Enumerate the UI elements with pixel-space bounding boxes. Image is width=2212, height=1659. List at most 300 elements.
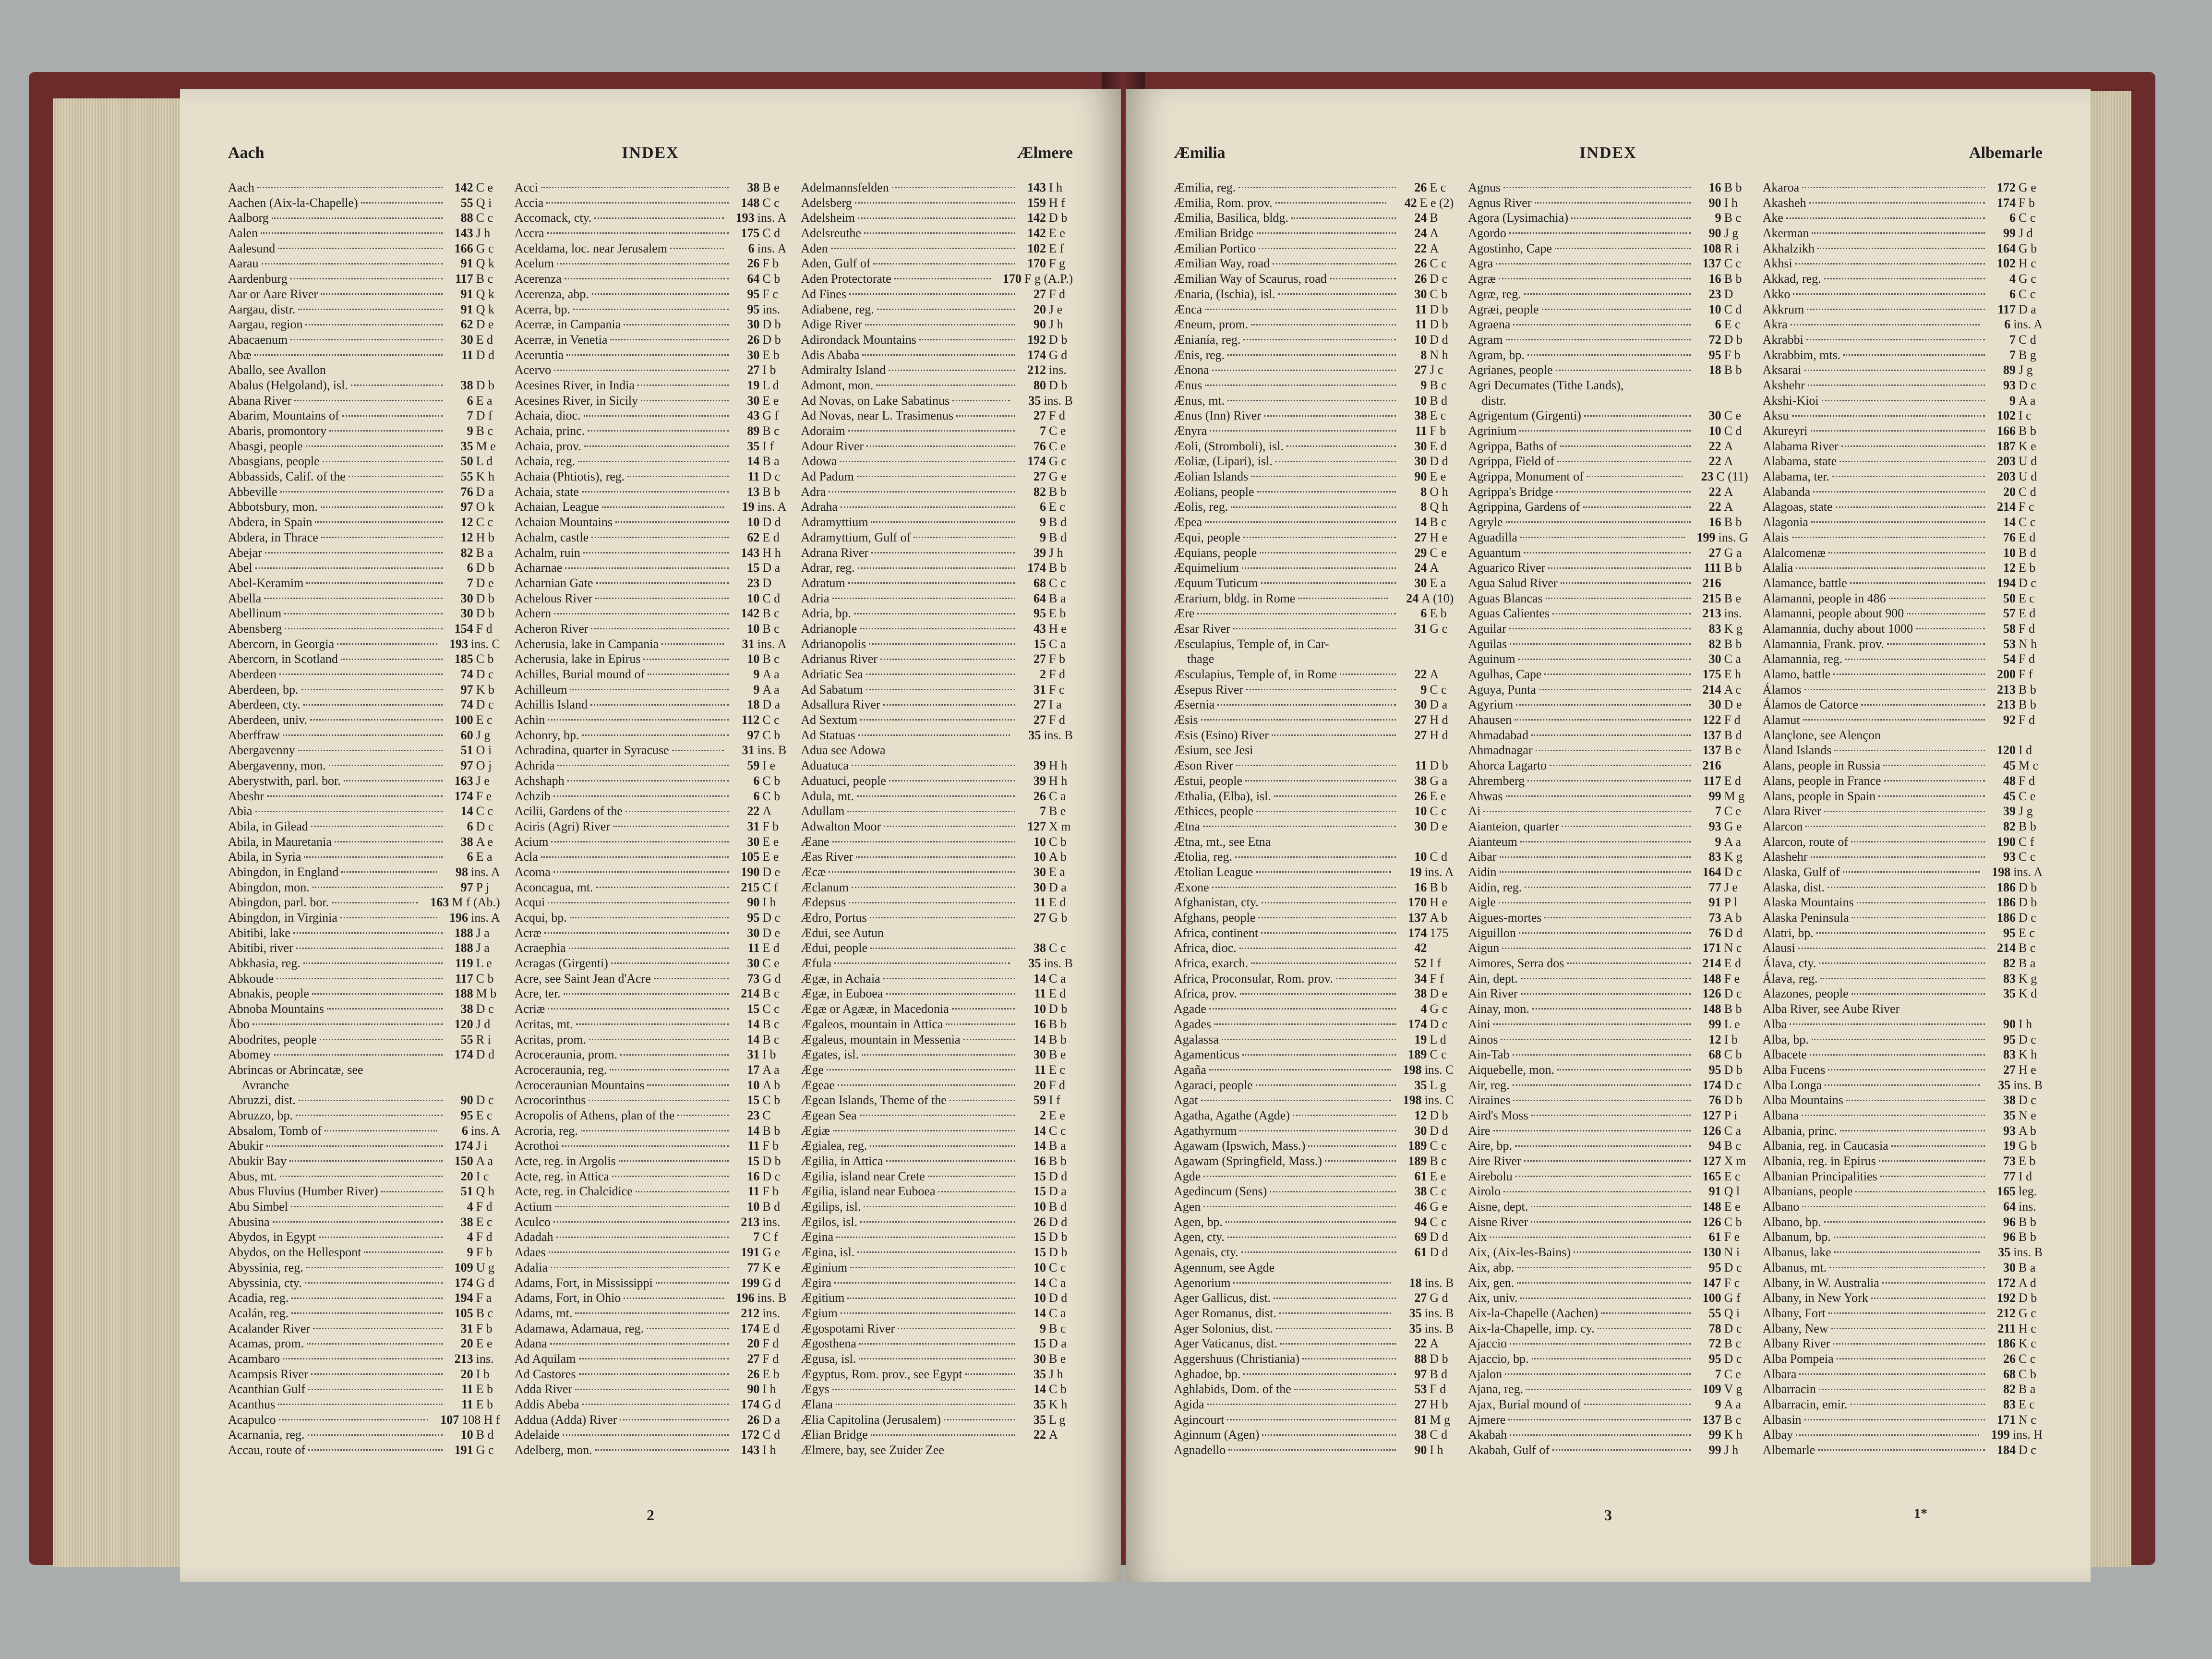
entry-map-page: 10 (1034, 1002, 1046, 1016)
index-entry (515, 408, 787, 423)
entry-grid-reference: E e (1430, 1169, 1446, 1183)
entry-grid-reference: A (1724, 439, 1733, 453)
entry-place-name: Albara (1762, 1367, 1797, 1381)
leader-dots (1510, 643, 1690, 645)
entry-place-name: Alba Mountains (1762, 1093, 1843, 1107)
index-entry (1763, 287, 2043, 302)
index-entry (801, 880, 1073, 895)
entry-map-page: 35 (1028, 393, 1041, 408)
entry-place-name: Adula, mt. (801, 789, 854, 803)
leader-dots (1274, 1298, 1396, 1299)
index-entry (228, 971, 500, 986)
entry-place-name: Aksarai (1762, 363, 1802, 377)
index-entry (515, 1093, 787, 1108)
entry-place-name: Adua see Adowa (801, 743, 886, 757)
entry-place-name: Aalesund (228, 241, 276, 255)
entry-map-page: 22 (1708, 454, 1721, 469)
index-entry (1763, 1336, 2043, 1351)
entry-map-page: 9 (2009, 393, 2016, 408)
index-entry (1174, 895, 1454, 910)
index-entry (515, 256, 787, 271)
leader-dots (364, 1251, 442, 1253)
entry-place-name: Álava, reg. (1762, 971, 1818, 986)
entry-place-name: Albay (1762, 1428, 1793, 1442)
leader-dots (832, 841, 1015, 842)
index-entry (515, 667, 787, 682)
entry-place-name: Acræ (514, 926, 541, 940)
index-entry (228, 621, 500, 637)
entry-map-page: 100 (1702, 1291, 1721, 1305)
index-entry (515, 971, 787, 986)
entry-map-page: 120 (1996, 743, 2016, 757)
leader-dots (1209, 1069, 1391, 1070)
leader-dots (349, 476, 443, 477)
entry-grid-reference: F e (476, 789, 492, 803)
entry-grid-reference: D a (1049, 1184, 1067, 1199)
entry-place-name: Alabanda (1762, 484, 1811, 499)
entry-map-page: 61 (1414, 1169, 1427, 1183)
leader-dots (858, 567, 1015, 569)
entry-place-name: Abasgi, people (228, 439, 303, 453)
entry-map-page: 15 (747, 1002, 760, 1016)
entry-map-page: 51 (460, 743, 473, 757)
entry-place-name: Acapulco (228, 1412, 276, 1427)
entry-grid-reference: B e (1049, 1047, 1066, 1062)
index-entry (515, 758, 787, 773)
entry-map-page: 27 (1034, 287, 1046, 301)
leader-dots (1228, 1449, 1396, 1451)
entry-map-page: 22 (1708, 439, 1721, 453)
entry-grid-reference: C d (1430, 1428, 1448, 1442)
index-entry (515, 1169, 787, 1184)
entry-grid-reference: C c (1430, 1184, 1447, 1199)
index-entry (801, 362, 1073, 378)
index-entry (228, 1397, 500, 1412)
entry-map-page: 9 (1040, 530, 1046, 544)
entry-place-name: Aach (228, 180, 254, 194)
entry-place-name: Ætolian League (1174, 865, 1253, 879)
index-entry (1468, 621, 1748, 637)
leader-dots (1243, 537, 1396, 538)
leader-dots (563, 1434, 729, 1436)
entry-map-page: 22 (1708, 500, 1721, 514)
index-entry (801, 545, 1073, 561)
entry-grid-reference: E c (476, 713, 493, 727)
leader-dots (584, 445, 729, 447)
leader-dots (272, 217, 443, 219)
index-entry (801, 743, 1073, 758)
entry-grid-reference: B d (2018, 545, 2036, 560)
index-entry (1763, 1443, 2043, 1458)
entry-grid-reference: G c (2018, 1306, 2036, 1320)
entry-map-page: 26 (747, 1412, 760, 1427)
leader-dots (278, 1404, 442, 1405)
entry-map-page: 10 (1034, 1291, 1046, 1305)
entry-map-page: 165 (1996, 1184, 2016, 1199)
index-entry (515, 1229, 787, 1245)
entry-place-name: Accau, route of (228, 1443, 305, 1457)
entry-place-name: Akhalzikh (1762, 241, 1815, 255)
entry-place-name: Adsallura River (801, 697, 880, 712)
index-entry (1763, 1123, 2043, 1139)
entry-map-page: 68 (1034, 576, 1046, 590)
entry-grid-reference: D c (762, 911, 781, 925)
entry-map-page: 35 (2003, 1108, 2016, 1122)
index-entry (515, 423, 787, 439)
entry-map-page: 23 (747, 1108, 760, 1122)
entry-place-name: Agrippa's Bridge (1468, 484, 1553, 499)
entry-place-name: Aghlabids, Dom. of the (1174, 1382, 1291, 1396)
entry-place-name: Alamanni, people about 900 (1762, 606, 1904, 621)
entry-grid-reference: E d (1724, 773, 1742, 788)
entry-grid-reference: F d (476, 1230, 493, 1244)
entry-grid-reference: C d (762, 226, 781, 240)
entry-place-name: Achonry, bp. (514, 728, 579, 742)
index-entry (1174, 362, 1454, 378)
entry-place-name: Æge (801, 1062, 824, 1077)
entry-grid-reference: B b (1049, 484, 1067, 499)
entry-grid-reference: I b (1724, 1032, 1738, 1046)
index-entry (1174, 926, 1454, 941)
guide-word-last: Ælmere (1017, 144, 1073, 162)
index-entry (1174, 956, 1454, 971)
entry-grid-reference: G c (1430, 621, 1448, 636)
entry-grid-reference: G a (1724, 545, 1742, 560)
leader-dots (1251, 476, 1396, 477)
index-entry (1468, 393, 1748, 409)
index-entry (1763, 849, 2043, 865)
index-entry (801, 1412, 1073, 1428)
entry-place-name: Acharnian Gate (514, 576, 593, 590)
leader-dots (1233, 628, 1396, 629)
entry-place-name: Acium (514, 834, 549, 849)
entry-map-page: 27 (1034, 469, 1046, 484)
entry-place-name: Aimores, Serra dos (1468, 956, 1564, 971)
entry-map-page: 214 (1996, 941, 2016, 955)
index-columns (228, 180, 1073, 1495)
entry-map-page: 137 (1702, 1412, 1721, 1427)
index-entry (228, 241, 500, 256)
entry-grid-reference: H e (1430, 895, 1448, 910)
entry-map-page: 94 (1708, 1139, 1721, 1153)
entry-place-name: Albania, reg. in Epirus (1762, 1154, 1876, 1168)
entry-place-name: Aguinum (1468, 652, 1515, 666)
entry-map-page: 45 (2003, 758, 2016, 773)
index-entry (1763, 393, 2043, 409)
entry-map-page: 95 (1034, 606, 1046, 621)
entry-grid-reference: D d (476, 348, 494, 362)
leader-dots (1518, 659, 1691, 660)
entry-grid-reference: I c (476, 1169, 489, 1183)
entry-grid-reference: D b (1430, 317, 1448, 332)
entry-map-page: 16 (1034, 1017, 1046, 1031)
entry-place-name: Aidin, reg. (1468, 880, 1522, 894)
entry-place-name: Ahausen (1468, 713, 1512, 727)
leader-dots (321, 537, 443, 538)
index-entry (228, 1275, 500, 1291)
index-entry (1174, 940, 1454, 956)
leader-dots (610, 1069, 729, 1070)
entry-map-page: 10 (747, 652, 760, 666)
entry-map-page: 60 (460, 728, 473, 742)
leader-dots (1280, 1343, 1396, 1345)
leader-dots (1811, 521, 1985, 523)
leader-dots (1227, 1419, 1396, 1420)
leader-dots (1517, 1282, 1690, 1284)
entry-place-name: Aguadilla (1468, 530, 1517, 544)
entry-place-name: Æsis (1174, 713, 1198, 727)
entry-place-name: Aisne River (1468, 1214, 1528, 1229)
leader-dots (1239, 948, 1396, 949)
entry-place-name: Alba, bp. (1762, 1032, 1809, 1046)
entry-map-page: 142 (741, 606, 760, 621)
entry-grid-reference: D d (1430, 1245, 1448, 1260)
entry-map-page: 2 (1040, 1108, 1046, 1122)
entry-map-page: 39 (1034, 758, 1046, 773)
entry-map-page: 30 (747, 317, 760, 332)
entry-place-name: Aguilar (1468, 621, 1506, 636)
leader-dots (1340, 673, 1396, 675)
index-entry (1468, 1229, 1748, 1245)
index-entry (1468, 1184, 1748, 1199)
leader-dots (1527, 780, 1690, 781)
entry-place-name: Agra (1468, 256, 1493, 271)
entry-place-name: Abella (228, 591, 262, 605)
leader-dots (267, 795, 443, 797)
entry-map-page: 16 (1414, 880, 1427, 894)
entry-place-name: Abercorn, in Scotland (228, 652, 338, 666)
entry-place-name: Albanum, bp. (1762, 1230, 1831, 1244)
entry-grid-reference: ins. C (1424, 1093, 1454, 1107)
entry-map-page: 10 (1034, 834, 1046, 849)
entry-map-page: 9 (1715, 1397, 1721, 1411)
index-entry (515, 1062, 787, 1078)
leader-dots (1261, 932, 1396, 934)
leader-dots (1273, 263, 1396, 264)
index-entry (1174, 560, 1454, 576)
entry-map-page: 18 (1409, 1275, 1422, 1290)
entry-grid-reference: D b (1430, 1351, 1448, 1366)
leader-dots (1802, 1115, 1985, 1116)
entry-grid-reference: B c (2018, 941, 2036, 955)
index-entry (1468, 1062, 1748, 1078)
entry-map-page: 30 (747, 393, 760, 408)
index-entry (228, 1169, 500, 1184)
index-entry (801, 484, 1073, 500)
entry-place-name: Albany, Fort (1762, 1306, 1826, 1320)
entry-place-name: Abukir (228, 1139, 264, 1153)
index-entry (1468, 682, 1748, 697)
leader-dots (294, 400, 443, 401)
entry-grid-reference: ins. (762, 1306, 781, 1320)
index-entry (1763, 226, 2043, 241)
leader-dots (1302, 1358, 1396, 1359)
leader-dots (827, 1069, 1015, 1070)
index-entry (1174, 1321, 1454, 1336)
entry-place-name: Ægaleus, mountain in Messenia (801, 1032, 961, 1046)
index-entry (1174, 1336, 1454, 1351)
entry-map-page: 193 (735, 211, 755, 225)
entry-map-page: 30 (460, 606, 473, 621)
entry-map-page: 76 (460, 484, 473, 499)
index-entry (515, 1443, 787, 1458)
entry-map-page: 20 (460, 1169, 473, 1183)
entry-map-page: 64 (747, 272, 760, 286)
entry-grid-reference: E a (476, 393, 493, 408)
entry-grid-reference: G c (1049, 454, 1067, 469)
entry-grid-reference: B b (1430, 880, 1448, 894)
entry-map-page: 174 (1027, 348, 1046, 362)
entry-grid-reference: D e (1430, 986, 1448, 1001)
entry-map-page: 61 (1708, 1230, 1721, 1244)
entry-place-name: Acarnania, reg. (228, 1428, 305, 1442)
entry-place-name: Aargau, distr. (228, 302, 296, 316)
entry-map-page: 30 (460, 591, 473, 605)
entry-place-name: Ægeae (801, 1078, 835, 1092)
index-entry (1174, 1017, 1454, 1032)
entry-place-name: Abercorn, in Georgia (228, 637, 335, 651)
entry-place-name: Æsculapius, Temple of, in Rome (1174, 667, 1337, 681)
leader-dots (1792, 415, 1985, 417)
entry-place-name: Ægates, isl. (801, 1047, 859, 1062)
entry-grid-reference: ins. H (2012, 1428, 2043, 1442)
index-entry (228, 865, 500, 880)
index-entry (1468, 1214, 1748, 1230)
index-entry (1468, 637, 1748, 652)
entry-grid-reference: D d (1724, 926, 1743, 940)
index-entry (801, 454, 1073, 469)
entry-place-name: Albany, New (1762, 1321, 1828, 1335)
entry-grid-reference: I c (2018, 409, 2032, 423)
entry-map-page: 43 (1034, 621, 1046, 636)
entry-grid-reference: G d (1430, 1291, 1448, 1305)
leader-dots (1520, 1298, 1690, 1299)
entry-map-page: 31 (460, 1321, 473, 1335)
entry-grid-reference: ins. (2018, 1200, 2036, 1214)
entry-grid-reference: C e (1049, 424, 1066, 438)
index-entry (228, 1412, 500, 1428)
index-entry (228, 1154, 500, 1169)
leader-dots (320, 1039, 443, 1040)
entry-map-page: 24 (1406, 591, 1419, 605)
entry-grid-reference: J e (476, 773, 490, 788)
leader-dots (1828, 1312, 1985, 1314)
index-entry (1468, 348, 1748, 363)
entry-map-page: 172 (1996, 1275, 2016, 1290)
entry-place-name: Achaian, League (514, 500, 599, 514)
entry-map-page: 73 (747, 971, 760, 986)
entry-place-name: Æclanum (801, 880, 849, 894)
index-entry (1468, 880, 1748, 895)
entry-place-name: Akkad, reg. (1762, 272, 1821, 286)
index-entry (1174, 1093, 1454, 1108)
entry-map-page: 95 (1708, 1351, 1721, 1366)
entry-place-name: Adrianople (801, 621, 857, 636)
entry-place-name: Airolo (1468, 1184, 1501, 1199)
index-entry (801, 971, 1073, 986)
entry-map-page: 30 (1414, 819, 1427, 833)
entry-map-page: 64 (2003, 1200, 2016, 1214)
entry-place-name: Ajmere (1468, 1412, 1506, 1427)
entry-place-name: Aciris (Agri) River (514, 819, 610, 833)
index-entry (515, 271, 787, 287)
entry-place-name: Acci (514, 180, 538, 194)
index-entry (1763, 1260, 2043, 1275)
entry-grid-reference: C e (1430, 545, 1447, 560)
index-entry (515, 819, 787, 834)
entry-grid-reference: B b (1724, 561, 1742, 575)
entry-place-name: Agræ, reg. (1468, 287, 1521, 301)
entry-place-name: Adrana River (801, 545, 869, 560)
entry-map-page: 24 (1414, 226, 1427, 240)
entry-map-page: 11 (1034, 1062, 1046, 1077)
index-entry (1468, 651, 1748, 667)
index-entry (1468, 834, 1748, 850)
index-entry (228, 880, 500, 895)
index-entry (515, 1336, 787, 1351)
leader-dots (303, 704, 443, 706)
entry-grid-reference: B c (1430, 1154, 1447, 1168)
leader-dots (299, 1100, 443, 1101)
entry-grid-reference: ins. A (2013, 865, 2043, 879)
entry-grid-reference: C c (1430, 1047, 1447, 1062)
entry-map-page: 59 (1034, 1093, 1046, 1107)
entry-place-name: Avranche (241, 1078, 289, 1092)
entry-place-name: Acla (514, 850, 538, 864)
index-entry (1468, 1169, 1748, 1184)
entry-place-name: Ad Castores (514, 1367, 576, 1381)
entry-map-page: 50 (460, 454, 473, 469)
entry-grid-reference: D b (1049, 1245, 1068, 1260)
index-entry (1763, 712, 2043, 728)
entry-grid-reference: B b (2018, 1214, 2036, 1229)
entry-place-name: Albano, bp. (1762, 1214, 1821, 1229)
entry-place-name: Æane (801, 834, 830, 849)
index-entry (801, 849, 1073, 865)
entry-map-page: 35 (1028, 728, 1041, 742)
entry-grid-reference: D c (2018, 1032, 2036, 1046)
entry-place-name: Adrar, reg. (801, 561, 855, 575)
entry-map-page: 19 (1409, 865, 1422, 879)
leader-dots (1286, 445, 1396, 447)
entry-grid-reference: M g (1724, 789, 1745, 803)
entry-place-name: Adramyttium, Gulf of (801, 530, 911, 544)
index-entry (1468, 819, 1748, 834)
entry-place-name: Ænaria, (Ischia), isl. (1174, 287, 1275, 301)
entry-place-name: Aachen (Aix-la-Chapelle) (228, 195, 358, 210)
entry-map-page: 77 (747, 1260, 760, 1274)
entry-place-name: Africa, dioc. (1174, 941, 1237, 955)
index-entry (801, 1382, 1073, 1397)
entry-place-name: Adams, mt. (514, 1306, 573, 1320)
entry-grid-reference: I b (762, 363, 776, 377)
entry-place-name: Admont, mon. (801, 378, 874, 392)
index-entry (1174, 1443, 1454, 1458)
entry-map-page: 38 (1034, 941, 1046, 955)
leader-dots (262, 263, 443, 264)
entry-map-page: 4 (1420, 1002, 1427, 1016)
entry-grid-reference: B d (1724, 728, 1742, 742)
entry-map-page: 14 (1034, 1275, 1046, 1290)
entry-map-page: 19 (747, 378, 760, 392)
running-head-right-page (1174, 144, 2043, 173)
entry-map-page: 9 (467, 1245, 473, 1260)
leader-dots (1587, 476, 1683, 477)
entry-grid-reference: ins. A (470, 865, 500, 879)
entry-place-name: Abingdon, in Virginia (228, 911, 337, 925)
leader-dots (647, 1084, 729, 1086)
entry-map-page: 174 (741, 1397, 760, 1411)
